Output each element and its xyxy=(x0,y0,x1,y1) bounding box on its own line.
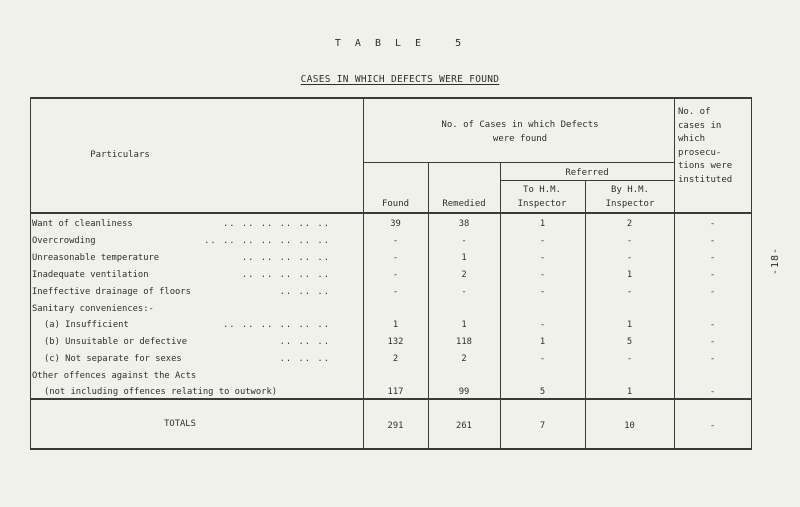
cell-found: 39 xyxy=(390,219,401,229)
cell-remedied: 2 xyxy=(461,354,467,364)
col-divider-remedied xyxy=(500,162,501,450)
cell-to-hm: - xyxy=(539,354,546,364)
cell-prosecutions: - xyxy=(709,337,716,347)
header-referred: Referred xyxy=(565,168,609,178)
cell-prosecutions: - xyxy=(709,320,716,330)
cell-to-hm: - xyxy=(539,253,546,263)
row-leader-dots: .. .. .. .. .. .. xyxy=(222,219,330,229)
totals-label: TOTALS xyxy=(164,419,196,429)
cell-by-hm: 2 xyxy=(626,219,633,229)
cell-by-hm: 1 xyxy=(626,320,633,330)
cell-found: - xyxy=(392,253,399,263)
cell-by-hm: - xyxy=(626,354,633,364)
totals-to-hm: 7 xyxy=(539,421,546,431)
header-remedied: Remedied xyxy=(442,199,486,209)
row-label: Inadequate ventilation xyxy=(32,270,149,280)
row-label: Unreasonable temperature xyxy=(32,253,160,263)
row-leader-dots: .. .. .. .. .. xyxy=(241,270,330,280)
cell-prosecutions: - xyxy=(709,287,716,297)
cell-remedied: 2 xyxy=(461,270,467,280)
row-leader-dots: .. .. .. .. .. .. .. xyxy=(204,236,330,246)
cell-remedied: 1 xyxy=(461,320,467,330)
cell-prosecutions: - xyxy=(709,387,716,397)
cell-to-hm: - xyxy=(539,270,546,280)
totals-remedied: 261 xyxy=(456,421,472,431)
row-label: (not including offences relating to outwork) xyxy=(44,387,278,397)
subheader-rule xyxy=(363,162,674,163)
header-found: Found xyxy=(381,199,410,209)
cell-found: 117 xyxy=(387,387,404,397)
cell-prosecutions: - xyxy=(709,236,716,246)
cell-found: - xyxy=(392,270,399,280)
cell-remedied: 118 xyxy=(456,337,472,347)
totals-prosecutions: - xyxy=(709,421,716,431)
cell-remedied: 1 xyxy=(461,253,467,263)
row-label: (b) Unsuitable or defective xyxy=(44,337,187,347)
cell-by-hm: - xyxy=(626,253,633,263)
cell-by-hm: 1 xyxy=(626,270,633,280)
cell-prosecutions: - xyxy=(709,253,716,263)
row-label: Want of cleanliness xyxy=(32,219,133,229)
table-right-border xyxy=(751,97,752,450)
cell-remedied: - xyxy=(461,236,467,246)
row-leader-dots: .. .. .. xyxy=(279,287,330,297)
row-leader-dots: .. .. .. .. .. .. xyxy=(222,320,330,330)
table-top-rule xyxy=(30,97,752,99)
table-title: T A B L E 5 xyxy=(334,38,466,49)
row-label: Overcrowding xyxy=(32,236,96,246)
cell-prosecutions: - xyxy=(709,270,716,280)
row-leader-dots: .. .. .. xyxy=(279,337,330,347)
cell-by-hm: 5 xyxy=(626,337,633,347)
page-number: -18- xyxy=(770,246,781,276)
cell-by-hm: - xyxy=(626,287,633,297)
cell-found: - xyxy=(392,287,399,297)
row-leader-dots: .. .. .. .. .. xyxy=(241,253,330,263)
cell-found: 2 xyxy=(392,354,399,364)
cell-prosecutions: - xyxy=(709,219,716,229)
cell-prosecutions: - xyxy=(709,354,716,364)
cell-to-hm: - xyxy=(539,287,546,297)
cell-to-hm: - xyxy=(539,320,546,330)
cell-by-hm: - xyxy=(626,236,633,246)
cell-found: - xyxy=(392,236,399,246)
row-label: (c) Not separate for sexes xyxy=(44,354,182,364)
row-leader-dots: .. .. .. xyxy=(279,354,330,364)
row-label: (a) Insufficient xyxy=(44,320,129,330)
table-bottom-rule xyxy=(30,448,752,450)
cell-to-hm: 5 xyxy=(539,387,546,397)
cell-remedied: 38 xyxy=(458,219,470,229)
cell-to-hm: 1 xyxy=(539,337,546,347)
cell-by-hm: 1 xyxy=(626,387,633,397)
header-bottom-rule xyxy=(30,212,752,214)
row-label: Ineffective drainage of floors xyxy=(32,287,191,297)
totals-top-rule xyxy=(30,398,752,400)
header-by-hm-inspector: By H.M. Inspector xyxy=(605,185,655,209)
table-subtitle-text: CASES IN WHICH DEFECTS WERE FOUND xyxy=(300,74,500,85)
cell-found: 1 xyxy=(392,320,399,330)
cell-to-hm: 1 xyxy=(539,219,546,229)
header-to-hm-inspector: To H.M. Inspector xyxy=(517,185,567,209)
row-label: Sanitary conveniences:- xyxy=(32,304,154,314)
header-prosecutions: No. of cases in which prosecu- tions were instituted xyxy=(678,107,733,185)
totals-by-hm: 10 xyxy=(624,421,635,431)
cell-remedied: - xyxy=(461,287,467,297)
row-label: Other offences against the Acts xyxy=(32,371,197,381)
header-group-title: No. of Cases in which Defects were found xyxy=(441,120,599,144)
totals-found: 291 xyxy=(387,421,404,431)
cell-to-hm: - xyxy=(539,236,546,246)
cell-remedied: 99 xyxy=(458,387,470,397)
cell-found: 132 xyxy=(387,337,404,347)
header-particulars: Particulars xyxy=(90,150,150,160)
